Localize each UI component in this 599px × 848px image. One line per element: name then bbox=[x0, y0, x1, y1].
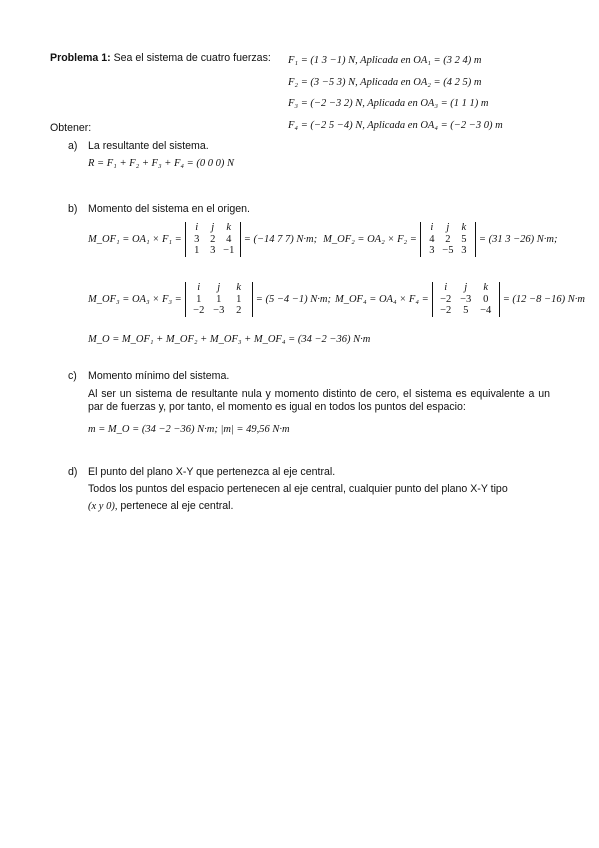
det-cell: j bbox=[464, 282, 468, 293]
det-cell: 1 bbox=[236, 293, 242, 305]
determinant-4 bbox=[432, 282, 500, 317]
resultant-equation: R = F₁ + F₂ + F₃ + F₄ = (0 0 0) N bbox=[88, 158, 234, 169]
obtener-label: Obtener: bbox=[50, 122, 92, 134]
item-d-title: El punto del plano X-Y que pertenezca al eje central. bbox=[88, 466, 336, 478]
item-d-label: d) bbox=[68, 466, 78, 478]
item-a-title: La resultante del sistema. bbox=[88, 140, 209, 152]
determinant-3 bbox=[185, 282, 253, 317]
det-cell: −2 bbox=[440, 293, 452, 305]
problem-intro-text: Sea el sistema de cuatro fuerzas: bbox=[113, 52, 271, 64]
item-b-title: Momento del sistema en el origen. bbox=[88, 203, 250, 215]
minimum-moment-equation: m = M_O = (34 −2 −36) N·m; |m| = 49,56 N·m bbox=[88, 424, 290, 435]
moment-3-result: = (5 −4 −1) N·m; bbox=[255, 293, 331, 305]
det-cell: 5 bbox=[461, 233, 467, 245]
det-cell: 0 bbox=[483, 293, 489, 305]
item-d-coords-line bbox=[88, 500, 233, 512]
item-d-text: Todos los puntos del espacio pertenecen al eje central, cualquier punto del plano X-Y tipo bbox=[88, 483, 508, 495]
det-cell: i bbox=[430, 222, 434, 233]
det-cell: 5 bbox=[463, 305, 469, 316]
det-cell: 3 bbox=[194, 233, 200, 245]
moment-row-2 bbox=[88, 282, 585, 317]
det-cell: 1 bbox=[194, 245, 200, 256]
det-cell: 3 bbox=[429, 245, 435, 256]
item-a-label: a) bbox=[68, 140, 78, 152]
det-cell: 2 bbox=[236, 305, 242, 316]
det-cell: 4 bbox=[226, 233, 232, 245]
det-cell: −5 bbox=[442, 245, 454, 256]
item-c-title: Momento mínimo del sistema. bbox=[88, 370, 230, 382]
force-2: F₂ = (3 −5 3) N, Aplicada en OA₂ = (4 2 5) m bbox=[288, 76, 482, 88]
item-c-text bbox=[88, 388, 550, 414]
det-cell: j bbox=[446, 222, 450, 233]
item-d-text-end: pertenece al eje central. bbox=[120, 500, 234, 512]
moment-2-lhs: M_OF₂ = OA₂ × F₂ = bbox=[323, 233, 417, 245]
moment-1-result: = (−14 7 7) N·m; bbox=[243, 233, 318, 245]
moment-1-lhs: M_OF₁ = OA₁ × F₁ = bbox=[88, 233, 182, 245]
det-cell: 2 bbox=[445, 233, 451, 245]
moment-2-result: = (31 3 −26) N·m; bbox=[478, 233, 558, 245]
force-1: F₁ = (1 3 −1) N, Aplicada en OA₁ = (3 2 4) m bbox=[288, 55, 482, 66]
det-cell: j bbox=[211, 222, 215, 233]
det-cell: −3 bbox=[460, 293, 472, 305]
determinant-2 bbox=[420, 222, 476, 257]
det-cell: i bbox=[444, 282, 448, 293]
problem-intro bbox=[50, 52, 278, 65]
det-cell: k bbox=[226, 222, 232, 233]
det-cell: −4 bbox=[480, 305, 492, 316]
plane-point-coords: (x y 0), bbox=[88, 501, 118, 512]
det-cell: k bbox=[483, 282, 489, 293]
det-cell: −1 bbox=[223, 245, 235, 256]
force-3: F₃ = (−2 −3 2) N, Aplicada en OA₃ = (1 1 1) m bbox=[288, 98, 489, 109]
det-cell: −2 bbox=[440, 305, 452, 316]
item-c-label: c) bbox=[68, 370, 77, 382]
det-cell: 1 bbox=[216, 293, 222, 305]
item-b-label: b) bbox=[68, 203, 78, 215]
det-cell: 1 bbox=[196, 293, 202, 305]
det-cell: −2 bbox=[193, 305, 205, 316]
det-cell: j bbox=[217, 282, 221, 293]
determinant-1 bbox=[185, 222, 241, 257]
moment-4-lhs: M_OF₄ = OA₄ × F₄ = bbox=[334, 293, 429, 305]
problem-title: Problema 1: bbox=[50, 52, 111, 64]
moment-3-lhs: M_OF₃ = OA₃ × F₃ = bbox=[88, 293, 182, 305]
det-cell: 3 bbox=[461, 245, 467, 256]
det-cell: 2 bbox=[210, 233, 216, 245]
total-moment-equation: M_O = M_OF₁ + M_OF₂ + M_OF₃ + M_OF₄ = (34 −2 −36) N·m bbox=[88, 334, 371, 345]
det-cell: 3 bbox=[210, 245, 216, 256]
moment-row-1 bbox=[88, 222, 558, 257]
det-cell: 4 bbox=[429, 233, 435, 245]
det-cell: k bbox=[461, 222, 467, 233]
det-cell: i bbox=[195, 222, 199, 233]
force-4: F₄ = (−2 5 −4) N, Aplicada en OA₄ = (−2 −3 0) m bbox=[288, 119, 503, 131]
moment-4-result: = (12 −8 −16) N·m bbox=[502, 293, 585, 305]
det-cell: i bbox=[197, 282, 201, 293]
det-cell: k bbox=[236, 282, 242, 293]
minimum-moment-explanation: Al ser un sistema de resultante nula y momento distinto de cero, el sistema es equivalente a un par de fuerzas y, por tanto, el momento es igual en todos los puntos del espacio: bbox=[88, 388, 550, 413]
det-cell: −3 bbox=[213, 305, 225, 316]
force-list bbox=[288, 50, 503, 136]
